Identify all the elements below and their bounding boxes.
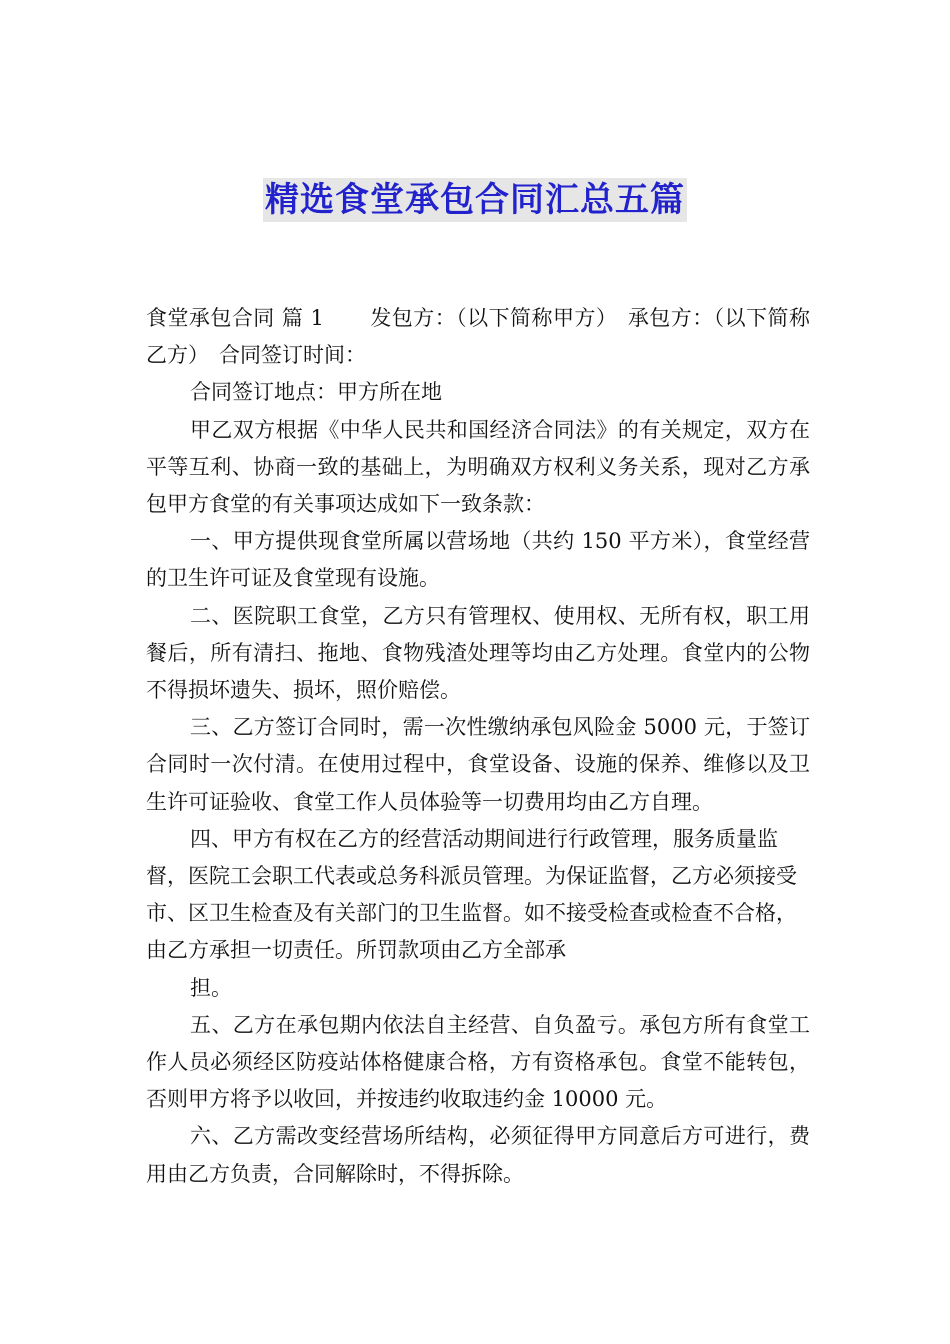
- title-container: [0, 178, 950, 222]
- contract-heading: 食堂承包合同 篇 1: [146, 306, 324, 330]
- paragraph-sign-place: 合同签订地点：甲方所在地: [190, 380, 442, 405]
- intro-paragraph: [146, 300, 810, 374]
- clause-3: 三、乙方签订合同时，需一次性缴纳承包风险金 5000 元，于签订合同时一次付清。在使用过程中，食堂设备、设施的保养、维修以及卫生许可证验收、食堂工作人员体验等一切费用均由乙方自理。: [146, 715, 810, 814]
- party-a: 发包方：（以下简称甲方）: [369, 306, 618, 330]
- clause-4: 四、甲方有权在乙方的经营活动期间进行行政管理，服务质量监督，医院工会职工代表或总务科派员管理。为保证监督，乙方必须接受市、区卫生检查及有关部门的卫生监督。如不接受检查或检查不合格，由乙方承担一切责任。所罚款项由乙方全部承: [146, 826, 797, 963]
- clause-4-continued: 担。: [190, 975, 232, 1000]
- clause-1: 一、甲方提供现食堂所属以营场地（共约 150 平方米），食堂经营的卫生许可证及食堂现有设施。: [146, 529, 810, 591]
- clause-5: 五、乙方在承包期内依法自主经营、自负盈亏。承包方所有食堂工作人员必须经区防疫站体格健康合格，方有资格承包。食堂不能转包，否则甲方将予以收回，并按违约收取违约金 10000 元。: [146, 1012, 810, 1112]
- document-title: 精选食堂承包合同汇总五篇: [265, 180, 685, 220]
- paragraph-preamble: 甲乙双方根据《中华人民共和国经济合同法》的有关规定，双方在平等互利、协商一致的基础上，为明确双方权利义务关系，现对乙方承包甲方食堂的有关事项达成如下一致条款：: [146, 417, 810, 517]
- party-b: 承包方：（以下简称乙方）: [146, 306, 811, 368]
- document-body: [146, 300, 810, 1193]
- clause-2: 二、医院职工食堂，乙方只有管理权、使用权、无所有权，职工用餐后，所有清扫、拖地、食物残渣处理等均由乙方处理。食堂内的公物不得损坏遗失、损坏，照价赔偿。: [146, 603, 810, 703]
- clause-6: 六、乙方需改变经营场所结构，必须征得甲方同意后方可进行，费用由乙方负责，合同解除时，不得拆除。: [146, 1124, 810, 1186]
- sign-time: 合同签订时间：: [219, 343, 366, 368]
